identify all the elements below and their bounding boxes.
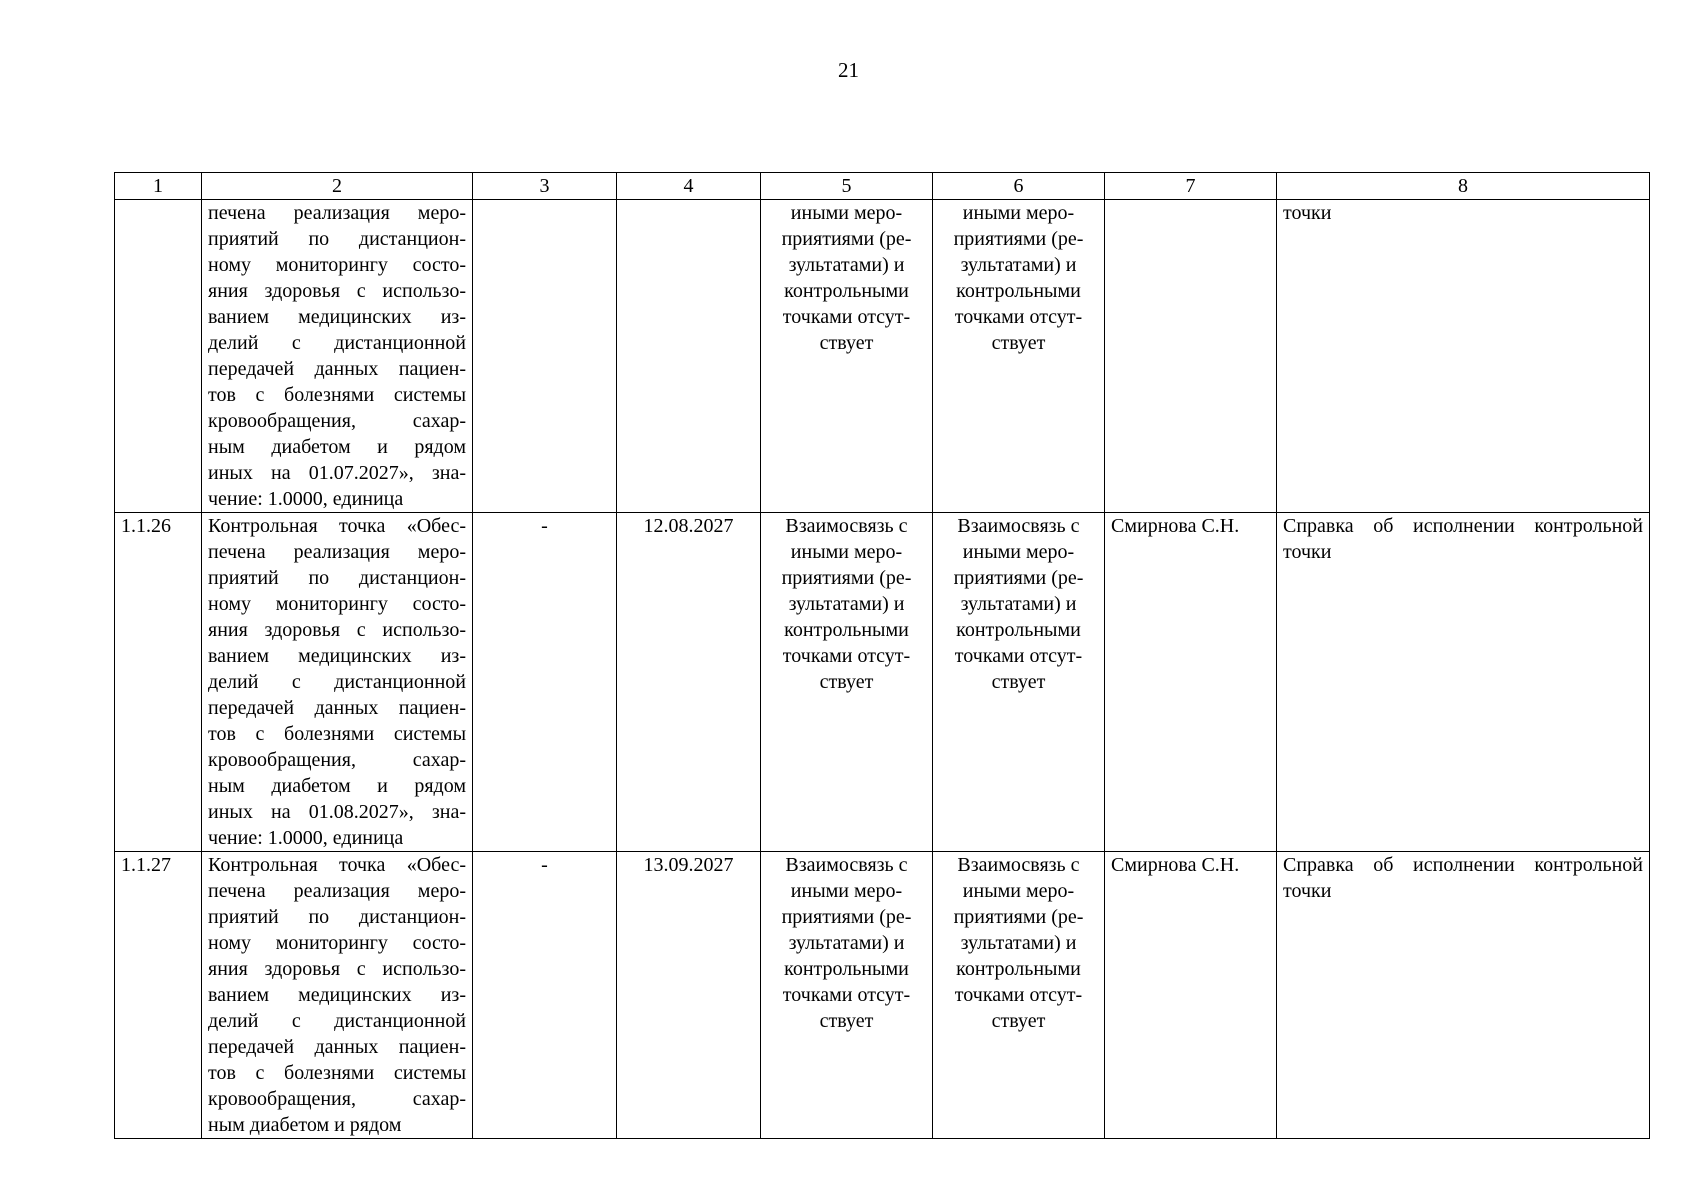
relation-cell: Взаимосвязь с иными меро- приятиями (ре- зультатами) и контрольными точками отсут- ствует: [761, 513, 933, 852]
plan-table: [114, 172, 1650, 1139]
description-line: кровообращения, сахар-: [208, 749, 466, 771]
description-line: приятий по дистанцион-: [208, 567, 466, 589]
description-cell: [202, 513, 473, 852]
description-line: ванием медицинских из-: [208, 984, 466, 1006]
description-line: ным диабетом и рядом: [208, 436, 466, 458]
description-line: делий с дистанционной: [208, 332, 466, 354]
column-header: 3: [473, 173, 617, 200]
responsible-cell: Смирнова С.Н.: [1105, 852, 1277, 1139]
row-number-cell: 1.1.26: [115, 513, 202, 852]
date-cell: 12.08.2027: [617, 513, 761, 852]
relation-cell: Взаимосвязь с иными меро- приятиями (ре- зультатами) и контрольными точками отсут- ствует: [933, 852, 1105, 1139]
description-line: кровообращения, сахар-: [208, 410, 466, 432]
row-number-cell: [115, 200, 202, 513]
table-row: [115, 200, 1650, 513]
description-line: передачей данных пациен-: [208, 697, 466, 719]
column-header: 8: [1277, 173, 1650, 200]
description-line: чение: 1.0000, единица: [208, 827, 404, 849]
description-line: яния здоровья с использо-: [208, 619, 466, 641]
description-line: тов с болезнями системы: [208, 1062, 466, 1084]
description-line: приятий по дистанцион-: [208, 228, 466, 250]
column-header: 6: [933, 173, 1105, 200]
column-number-header-row: [115, 173, 1650, 200]
date-cell: 13.09.2027: [617, 852, 761, 1139]
description-line: печена реализация меро-: [208, 202, 466, 224]
column-header: 5: [761, 173, 933, 200]
document-cell: точки: [1277, 200, 1650, 513]
date-cell: [617, 200, 761, 513]
description-line: чение: 1.0000, единица: [208, 488, 404, 510]
description-line: ванием медицинских из-: [208, 306, 466, 328]
previous-cell: -: [473, 513, 617, 852]
relation-cell: иными меро- приятиями (ре- зультатами) и контрольными точками отсут- ствует: [761, 200, 933, 513]
description-line: делий с дистанционной: [208, 671, 466, 693]
responsible-cell: Смирнова С.Н.: [1105, 513, 1277, 852]
document-cell: Справка об исполнении контрольной точки: [1277, 852, 1650, 1139]
description-line: передачей данных пациен-: [208, 358, 466, 380]
description-line: Контрольная точка «Обес-: [208, 854, 466, 876]
table-row: [115, 513, 1650, 852]
description-line: ному мониторингу состо-: [208, 254, 466, 276]
relation-cell: Взаимосвязь с иными меро- приятиями (ре- зультатами) и контрольными точками отсут- ствует: [933, 513, 1105, 852]
description-line: печена реализация меро-: [208, 880, 466, 902]
document-cell: Справка об исполнении контрольной точки: [1277, 513, 1650, 852]
description-line: ным диабетом и рядом: [208, 1114, 402, 1136]
column-header: 2: [202, 173, 473, 200]
column-header: 1: [115, 173, 202, 200]
description-cell: [202, 852, 473, 1139]
description-line: печена реализация меро-: [208, 541, 466, 563]
description-line: тов с болезнями системы: [208, 384, 466, 406]
description-line: Контрольная точка «Обес-: [208, 515, 466, 537]
description-line: ванием медицинских из-: [208, 645, 466, 667]
description-line: приятий по дистанцион-: [208, 906, 466, 928]
previous-cell: -: [473, 852, 617, 1139]
relation-cell: Взаимосвязь с иными меро- приятиями (ре- зультатами) и контрольными точками отсут- ствует: [761, 852, 933, 1139]
table-row: [115, 852, 1650, 1139]
page-number: 21: [838, 58, 859, 82]
description-line: иных на 01.08.2027», зна-: [208, 801, 466, 823]
description-line: яния здоровья с использо-: [208, 958, 466, 980]
description-line: ным диабетом и рядом: [208, 775, 466, 797]
description-line: кровообращения, сахар-: [208, 1088, 466, 1110]
column-header: 7: [1105, 173, 1277, 200]
description-line: ному мониторингу состо-: [208, 932, 466, 954]
description-line: тов с болезнями системы: [208, 723, 466, 745]
row-number-cell: 1.1.27: [115, 852, 202, 1139]
description-line: делий с дистанционной: [208, 1010, 466, 1032]
description-line: иных на 01.07.2027», зна-: [208, 462, 466, 484]
description-line: яния здоровья с использо-: [208, 280, 466, 302]
relation-cell: иными меро- приятиями (ре- зультатами) и контрольными точками отсут- ствует: [933, 200, 1105, 513]
description-line: ному мониторингу состо-: [208, 593, 466, 615]
responsible-cell: [1105, 200, 1277, 513]
column-header: 4: [617, 173, 761, 200]
previous-cell: [473, 200, 617, 513]
description-cell: [202, 200, 473, 513]
description-line: передачей данных пациен-: [208, 1036, 466, 1058]
